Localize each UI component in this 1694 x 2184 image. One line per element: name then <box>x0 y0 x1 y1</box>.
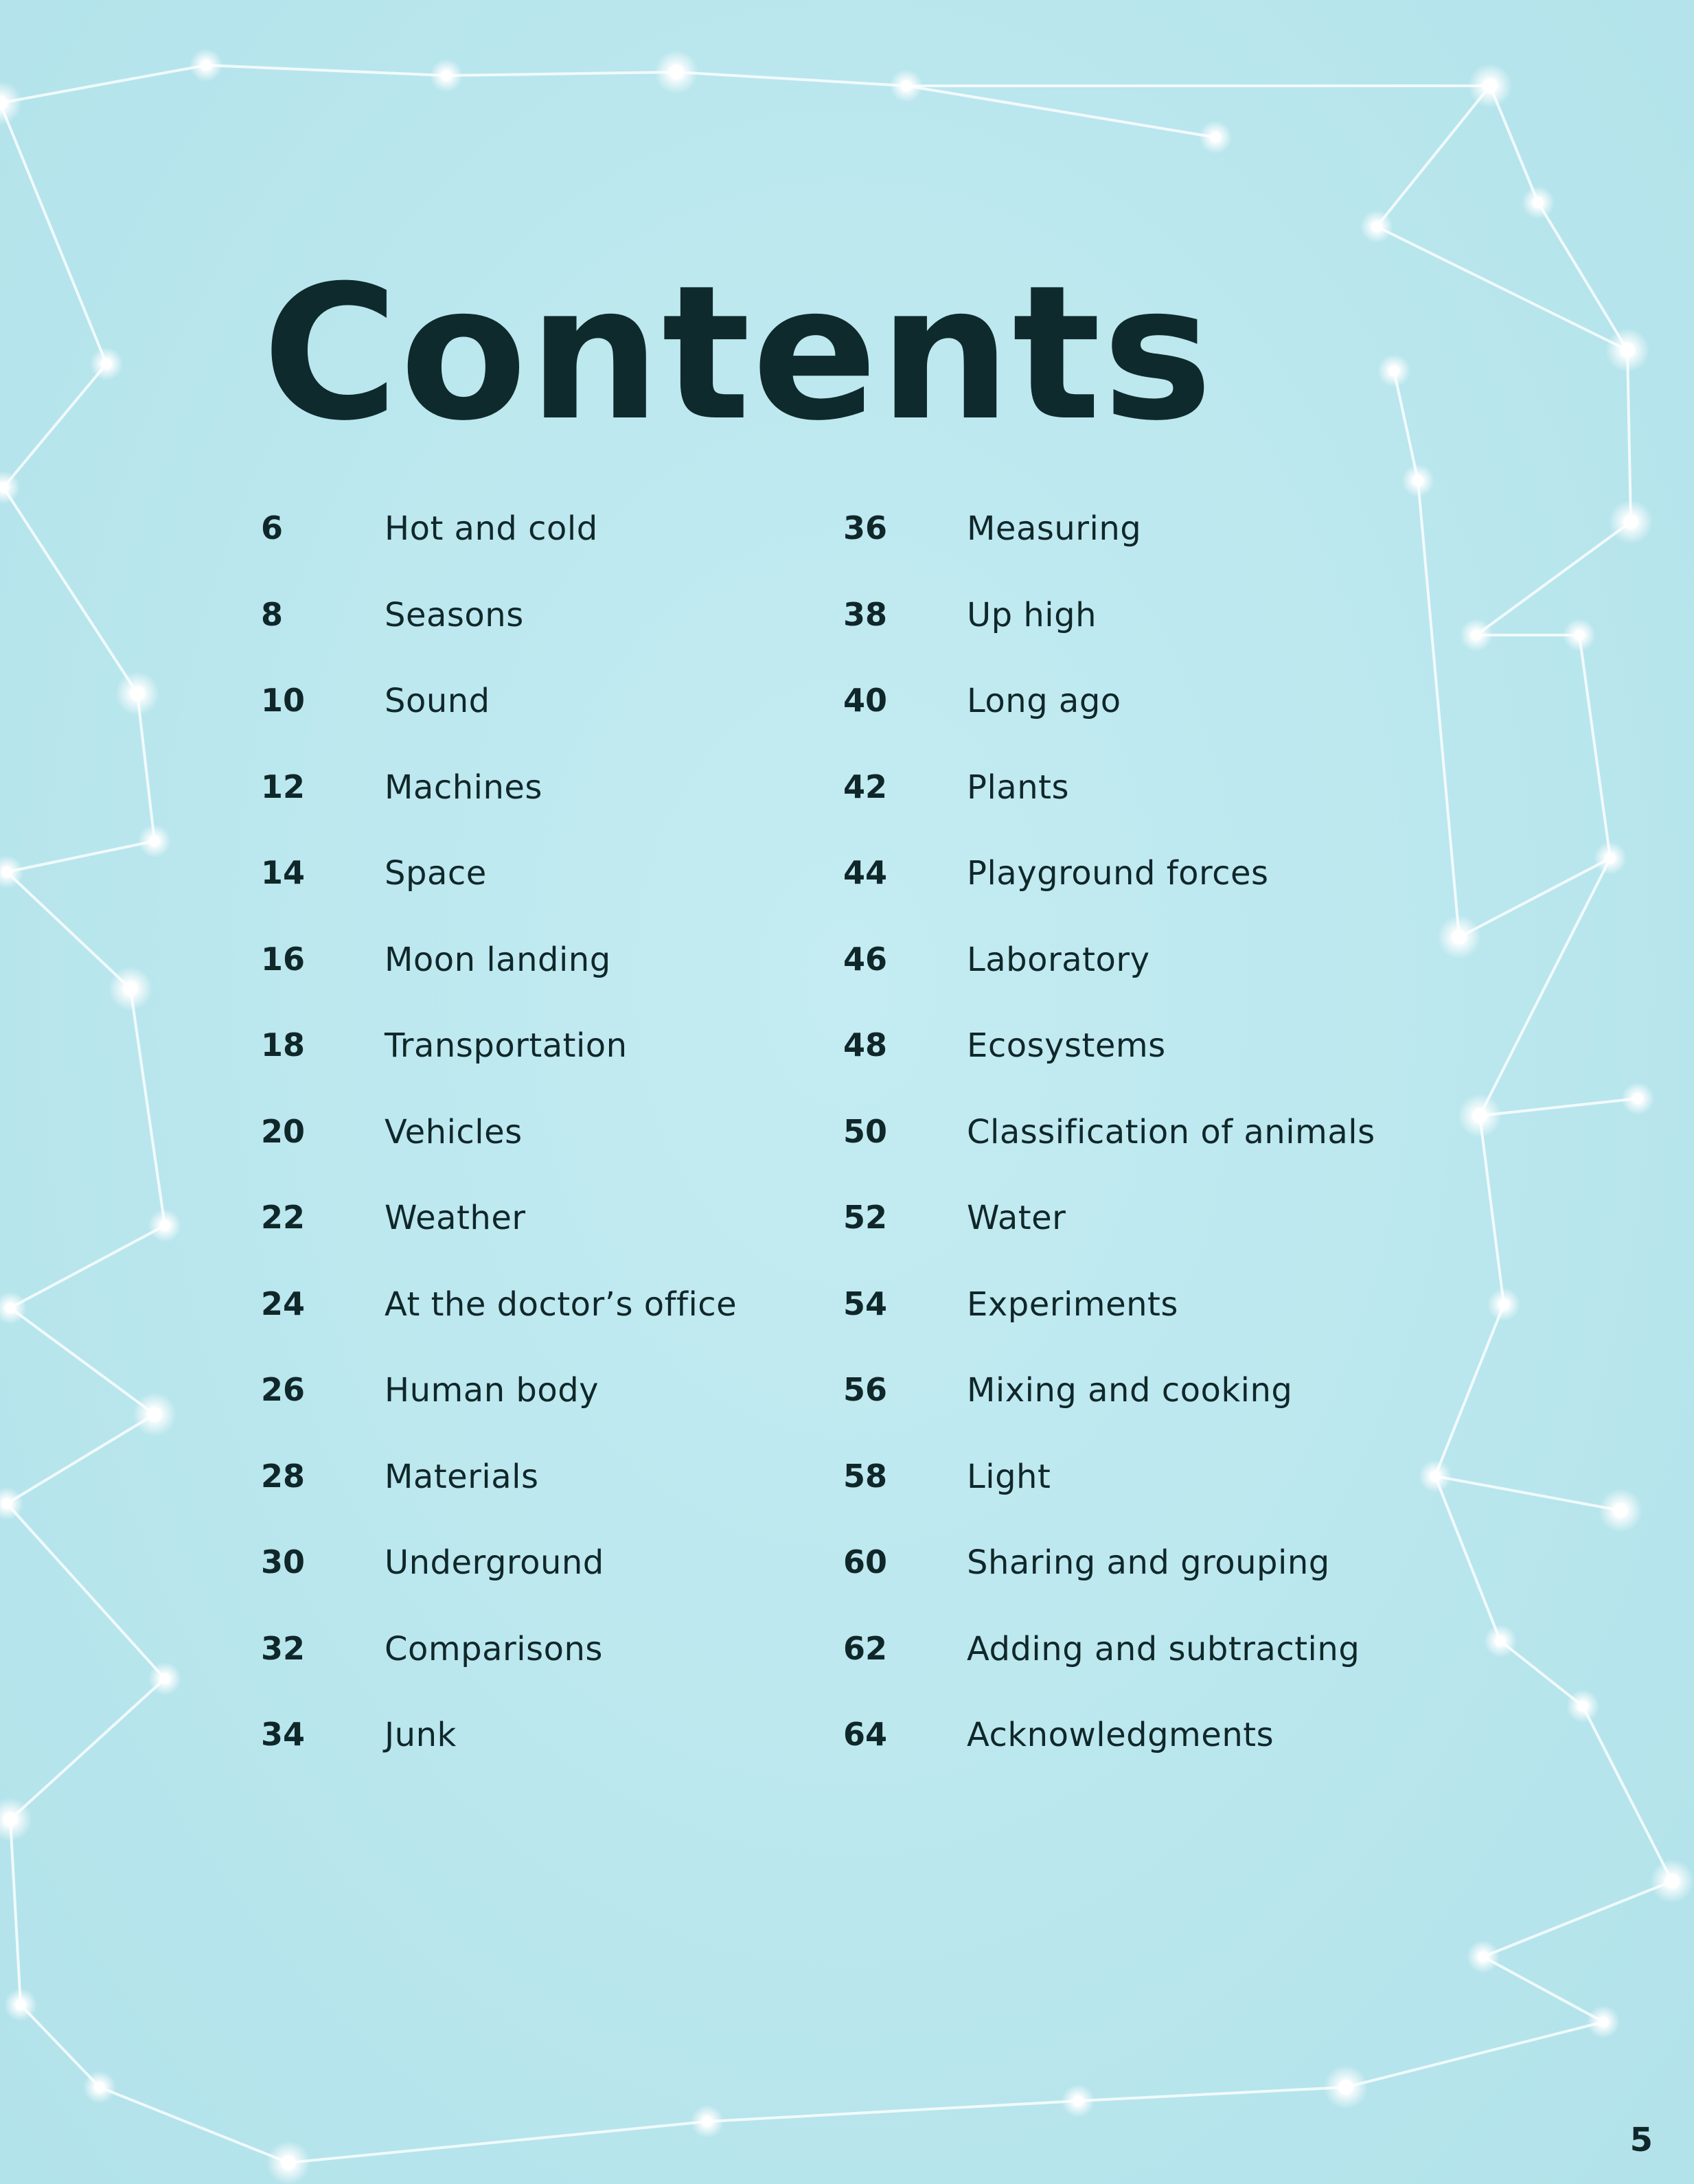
toc-entry <box>843 1199 1461 1285</box>
toc-entry-title: Sound <box>385 682 490 720</box>
toc-entry-title: Classification of animals <box>967 1112 1375 1151</box>
toc-page-number: 42 <box>843 768 888 805</box>
toc-entry <box>843 1543 1461 1630</box>
toc-entry <box>261 1199 879 1285</box>
toc-entry <box>843 596 1461 682</box>
toc-entry <box>261 1371 879 1458</box>
toc-page-number: 56 <box>843 1371 888 1408</box>
toc-entry <box>261 682 879 768</box>
toc-entry-title: Hot and cold <box>385 509 598 548</box>
page-number: 5 <box>1629 2121 1653 2159</box>
toc-entry-title: Light <box>967 1457 1051 1496</box>
toc-entry <box>261 1630 879 1716</box>
toc-entry <box>843 1716 1461 1802</box>
toc-entry <box>843 941 1461 1027</box>
toc-page-number: 54 <box>843 1285 888 1322</box>
toc-page-number: 8 <box>261 595 284 633</box>
toc-entry-title: Experiments <box>967 1285 1178 1324</box>
toc-entry <box>261 854 879 941</box>
toc-entry <box>261 596 879 682</box>
toc-entry <box>261 509 879 596</box>
toc-entry <box>843 509 1461 596</box>
toc-page-number: 6 <box>261 509 284 547</box>
toc-page-number: 58 <box>843 1457 888 1495</box>
toc-page-number: 16 <box>261 940 306 978</box>
toc-entry-title: Junk <box>385 1716 457 1754</box>
toc-entry-title: Sharing and grouping <box>967 1543 1330 1582</box>
toc-entry-title: At the doctor’s office <box>385 1285 737 1324</box>
toc-entry-title: Mixing and cooking <box>967 1371 1293 1410</box>
toc-entry-title: Comparisons <box>385 1629 603 1668</box>
toc-page-number: 22 <box>261 1199 306 1236</box>
toc-entry-title: Measuring <box>967 509 1142 548</box>
toc-entry <box>261 1285 879 1372</box>
toc-page-number: 34 <box>261 1716 306 1753</box>
toc-page-number: 32 <box>261 1629 306 1667</box>
toc-entry-title: Transportation <box>385 1026 628 1065</box>
toc-column-right <box>843 509 1461 1802</box>
toc-entry <box>843 1458 1461 1544</box>
toc-page-number: 52 <box>843 1199 888 1236</box>
toc-entry-title: Human body <box>385 1371 599 1410</box>
toc-page-number: 30 <box>261 1543 306 1580</box>
toc-entry-title: Water <box>967 1199 1066 1237</box>
toc-entry <box>261 1113 879 1199</box>
toc-entry-title: Underground <box>385 1543 604 1582</box>
toc-entry-title: Machines <box>385 768 542 807</box>
toc-column-left <box>261 509 879 1802</box>
toc-entry-title: Playground forces <box>967 854 1269 893</box>
toc-page-number: 12 <box>261 768 306 805</box>
toc-page-number: 20 <box>261 1112 306 1150</box>
toc-entry-title: Space <box>385 854 487 893</box>
toc-entry <box>261 1026 879 1113</box>
toc-entry <box>843 1371 1461 1458</box>
toc-entry-title: Plants <box>967 768 1069 807</box>
toc-page-number: 40 <box>843 682 888 719</box>
toc-page-number: 10 <box>261 682 306 719</box>
toc-entry-title: Long ago <box>967 682 1121 720</box>
toc-page-number: 50 <box>843 1112 888 1150</box>
toc-entry <box>843 854 1461 941</box>
toc-entry <box>843 1630 1461 1716</box>
toc-page-number: 14 <box>261 854 306 891</box>
toc-entry <box>261 768 879 855</box>
toc-entry-title: Acknowledgments <box>967 1716 1274 1754</box>
toc-page-number: 18 <box>261 1026 306 1064</box>
toc-page-number: 26 <box>261 1371 306 1408</box>
toc-entry <box>261 941 879 1027</box>
toc-page-number: 44 <box>843 854 888 891</box>
toc-entry-title: Laboratory <box>967 940 1150 979</box>
toc-entry-title: Ecosystems <box>967 1026 1166 1065</box>
toc-page-number: 62 <box>843 1629 888 1667</box>
toc-page-number: 48 <box>843 1026 888 1064</box>
toc-page-number: 60 <box>843 1543 888 1580</box>
toc-page-number: 64 <box>843 1716 888 1753</box>
page-title: Contents <box>262 245 1215 461</box>
toc-entry <box>843 1113 1461 1199</box>
toc-entry <box>843 768 1461 855</box>
toc-entry <box>843 1026 1461 1113</box>
toc-entry <box>843 1285 1461 1372</box>
toc-entry <box>843 682 1461 768</box>
toc-entry-title: Vehicles <box>385 1112 523 1151</box>
toc-page-number: 28 <box>261 1457 306 1495</box>
toc-entry <box>261 1716 879 1802</box>
toc-entry-title: Materials <box>385 1457 539 1496</box>
toc-entry <box>261 1543 879 1630</box>
toc-page-number: 36 <box>843 509 888 547</box>
toc-entry-title: Weather <box>385 1199 526 1237</box>
toc-entry-title: Adding and subtracting <box>967 1629 1360 1668</box>
toc-entry-title: Seasons <box>385 595 524 634</box>
toc-page-number: 24 <box>261 1285 306 1322</box>
toc-entry <box>261 1458 879 1544</box>
toc-page-number: 38 <box>843 595 888 633</box>
toc-page-number: 46 <box>843 940 888 978</box>
toc-entry-title: Moon landing <box>385 940 611 979</box>
toc-entry-title: Up high <box>967 595 1097 634</box>
